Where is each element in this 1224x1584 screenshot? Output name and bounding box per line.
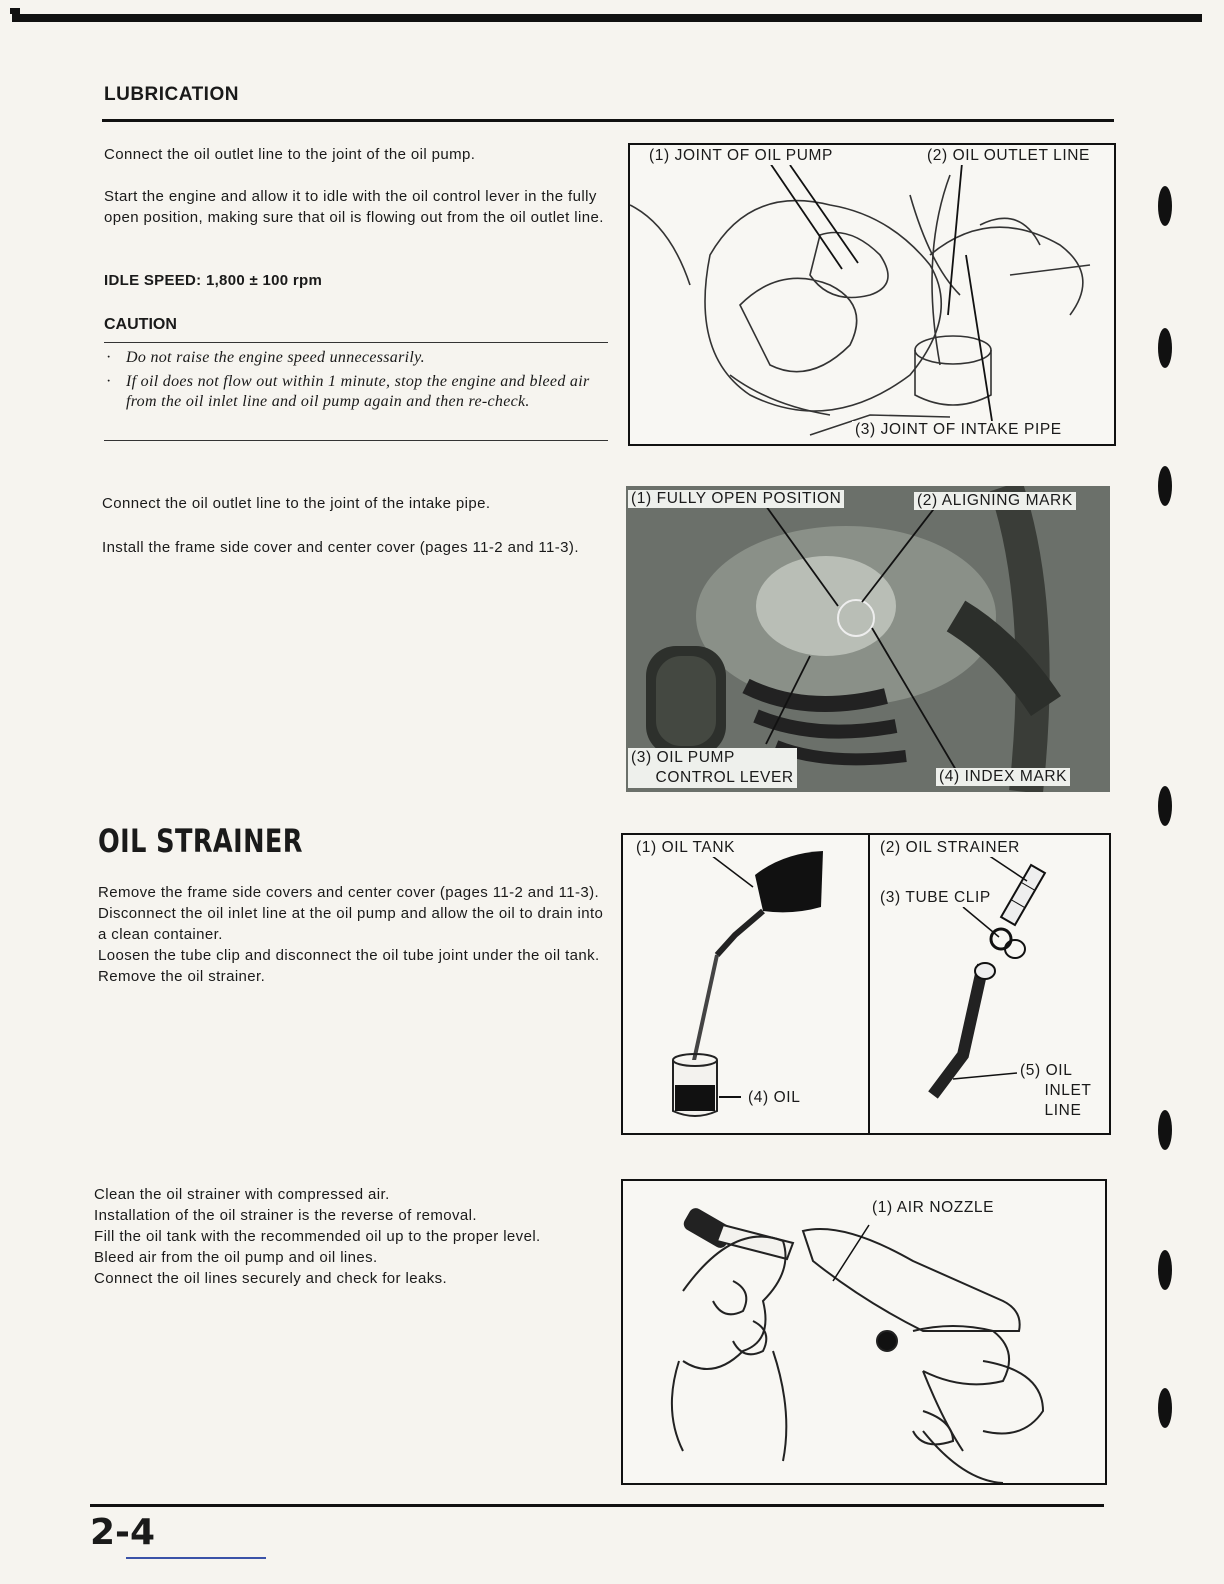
label-oil-pump-control-lever: (3) OIL PUMP CONTROL LEVER: [628, 748, 797, 788]
label-oil: (4) OIL: [745, 1089, 803, 1107]
section-title: LUBRICATION: [104, 84, 239, 105]
label-oil-inlet-line: (5) OIL INLET LINE: [1017, 1061, 1094, 1121]
figure-air-nozzle: [621, 1179, 1107, 1485]
label-oil-outlet-line: (2) OIL OUTLET LINE: [924, 147, 1093, 165]
label-oil-strainer: (2) OIL STRAINER: [877, 839, 1023, 857]
figure-oil-control-lever-photo: [626, 486, 1110, 792]
cleaning-step-1: Clean the oil strainer with compressed air.: [94, 1186, 390, 1203]
label-tube-clip: (3) TUBE CLIP: [877, 889, 994, 907]
label-index-mark: (4) INDEX MARK: [936, 768, 1070, 786]
page-number: 2-4: [90, 1512, 156, 1553]
binder-mark: [1158, 1110, 1172, 1150]
label-joint-of-oil-pump: (1) JOINT OF OIL PUMP: [646, 147, 836, 165]
label-fully-open-position: (1) FULLY OPEN POSITION: [628, 490, 844, 508]
binder-mark: [1158, 1388, 1172, 1428]
step-start-engine: Start the engine and allow it to idle with the oil control lever in the fully open position, making sure that oil is flowing out from the oil outlet line.: [104, 188, 604, 226]
binder-mark: [1158, 1250, 1172, 1290]
caution-item-1: · Do not raise the engine speed unnecessarily.: [106, 349, 425, 366]
binder-mark: [1158, 328, 1172, 368]
step-connect-outlet-pump: Connect the oil outlet line to the joint of the oil pump.: [104, 146, 476, 163]
engine-photo: [626, 486, 1110, 792]
strainer-step-4: Remove the oil strainer.: [98, 968, 266, 985]
cleaning-step-2: Installation of the oil strainer is the reverse of removal.: [94, 1207, 477, 1224]
engine-drawing: [630, 145, 1114, 444]
top-border: [12, 14, 1202, 22]
binder-mark: [1158, 186, 1172, 226]
strainer-steps: [98, 882, 604, 987]
idle-speed-spec: IDLE SPEED: 1,800 ± 100 rpm: [104, 272, 323, 289]
caution-item-2: · If oil does not flow out within 1 minute, stop the engine and bleed air from the oil inlet line and oil pump again and then re-check.: [106, 373, 590, 410]
label-air-nozzle: (1) AIR NOZZLE: [869, 1199, 997, 1217]
caution-title: CAUTION: [104, 316, 177, 333]
section-rule: [102, 119, 1114, 122]
cleaning-step-4: Bleed air from the oil pump and oil lines.: [94, 1249, 378, 1266]
figure-oil-pump-joint: [628, 143, 1116, 446]
binder-mark: [1158, 466, 1172, 506]
strainer-step-3: Loosen the tube clip and disconnect the oil tube joint under the oil tank.: [98, 947, 600, 964]
figure-oil-tank-strainer: [621, 833, 1111, 1135]
step-connect-intake-pipe: Connect the oil outlet line to the joint of the intake pipe.: [102, 495, 491, 512]
label-aligning-mark: (2) ALIGNING MARK: [914, 492, 1076, 510]
oil-strainer-title: OIL STRAINER: [98, 822, 303, 860]
step-install-covers: Install the frame side cover and center cover (pages 11-2 and 11-3).: [102, 539, 579, 556]
strainer-cleaning-steps: [94, 1184, 602, 1289]
cleaning-step-5: Connect the oil lines securely and check for leaks.: [94, 1270, 448, 1287]
footer-underline: [126, 1557, 266, 1559]
label-joint-of-intake-pipe: (3) JOINT OF INTAKE PIPE: [852, 421, 1065, 439]
binder-mark: [1158, 786, 1172, 826]
strainer-step-1: Remove the frame side covers and center cover (pages 11-2 and 11-3).: [98, 884, 600, 901]
caution-rule-top: [104, 342, 608, 343]
label-oil-tank: (1) OIL TANK: [633, 839, 738, 857]
footer-rule: [90, 1504, 1104, 1507]
strainer-step-2: Disconnect the oil inlet line at the oil pump and allow the oil to drain into a clean container.: [98, 905, 604, 943]
hands-drawing: [623, 1181, 1105, 1483]
caution-rule-bottom: [104, 440, 608, 441]
cleaning-step-3: Fill the oil tank with the recommended oil up to the proper level.: [94, 1228, 541, 1245]
